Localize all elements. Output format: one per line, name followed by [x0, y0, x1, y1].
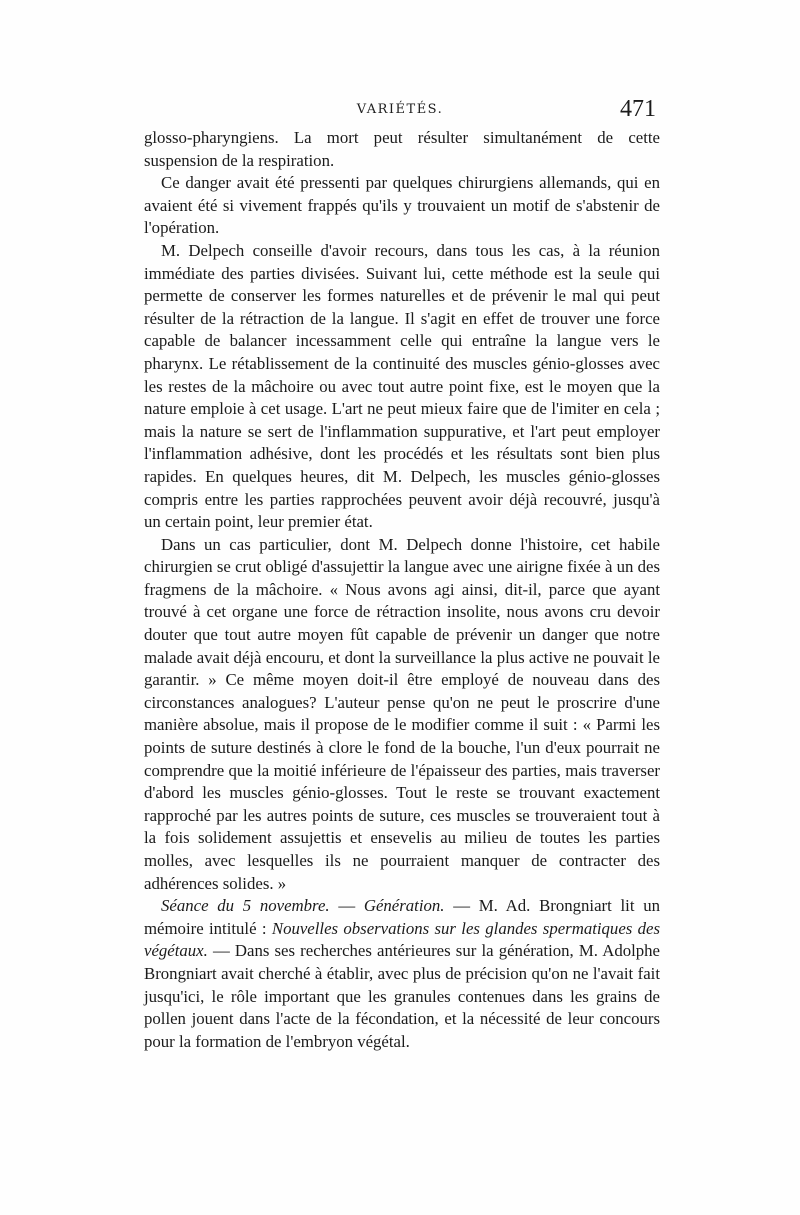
paragraph-delpech-method: M. Delpech conseille d'avoir recours, dans tous les cas, à la réunion immédiate des parties divisées. Suivant lui, cette méthode est la seule qui permette de conserver les formes naturelles et de prévenir le mal qui peut résulter de la rétraction de la langue. Il s'agit en effet de trouver une force capable de balancer incessamment celle qui entraîne la langue vers le pharynx. Le rétablissement de la continuité des muscles génio-glosses avec les restes de la mâchoire ou avec tout autre point fixe, est le moyen que la nature emploie à cet usage. L'art ne peut mieux faire que de l'imiter en cela ; mais la nature se sert de l'inflammation suppurative, et l'art peut employer l'inflammation adhésive, dont les procédés et les résultats sont bien plus rapides. En quelques heures, dit M. Delpech, les muscles génio-glosses compris entre les parties rapprochées peuvent avoir déjà recouvré, jusqu'à un certain point, leur premier état.: [144, 240, 660, 532]
memoir-title: Nouvelles observations sur les glandes spermatiques des végétaux.: [144, 918, 661, 961]
session-dash: —: [329, 896, 364, 916]
paragraph-danger: Ce danger avait été pressenti par quelques chirurgiens allemands, qui en avaient été si vivement frappés qu'ils y trouvaient un motif de s'abstenir de l'opération.: [144, 173, 660, 238]
session-text-body: — Dans ses recherches antérieures sur la génération, M. Adolphe Brongniart avait cherché à établir, avec plus de précision qu'on ne l'avait fait jusqu'ici, le rôle important que les granules contenues dans les grains de pollen jouent dans l'acte de la fécondation, et la nécessité de leur concours pour la formation de l'embryon végétal.: [144, 941, 660, 1051]
page-header: [140, 96, 660, 126]
paragraph-particular-case: Dans un cas particulier, dont M. Delpech donne l'histoire, cet habile chirurgien se crut obligé d'assujettir la langue avec une airigne fixée à un des fragmens de la mâchoire. « Nous avons agi ainsi, dit-il, parce que ayant trouvé à cet organe une force de rétraction insolite, nous avons cru devoir douter que tout autre moyen fût capable de prévenir un danger que notre malade avait déjà encouru, et dont la surveillance la plus active ne pouvait le garantir. » Ce même moyen doit-il être employé de nouveau dans des circonstances analogues? L'auteur pense qu'on ne peut le proscrire d'une manière absolue, mais il propose de le modifier comme il suit : « Parmi les points de suture destinés à clore le fond de la bouche, l'un d'eux pourrait ne comprendre que la moitié inférieure de l'épaisseur des parties, mais traverser d'abord les muscles génio-glosses. Tout le reste se trouvant exactement rapproché par les autres points de suture, ces muscles se trouveraient tout à la fois solidement assujettis et ensevelis au milieu de toutes les parties molles, avec lesquelles ils ne pourraient manquer de contracter des adhérences solides. »: [144, 534, 660, 893]
paragraph-session: [144, 895, 660, 1053]
session-text-intro: — M. Ad. Brongniart lit un mémoire intitulé :: [144, 896, 660, 938]
session-date: Séance du 5 novembre.: [161, 896, 330, 916]
page-number: 471: [620, 96, 656, 122]
paragraph-continuation: glosso-pharyngiens. La mort peut résulter simultanément de cette suspension de la respiration.: [144, 128, 660, 170]
body-text: [144, 127, 660, 1053]
running-title: VARIÉTÉS.: [356, 102, 444, 117]
session-topic: Génération.: [363, 896, 445, 916]
